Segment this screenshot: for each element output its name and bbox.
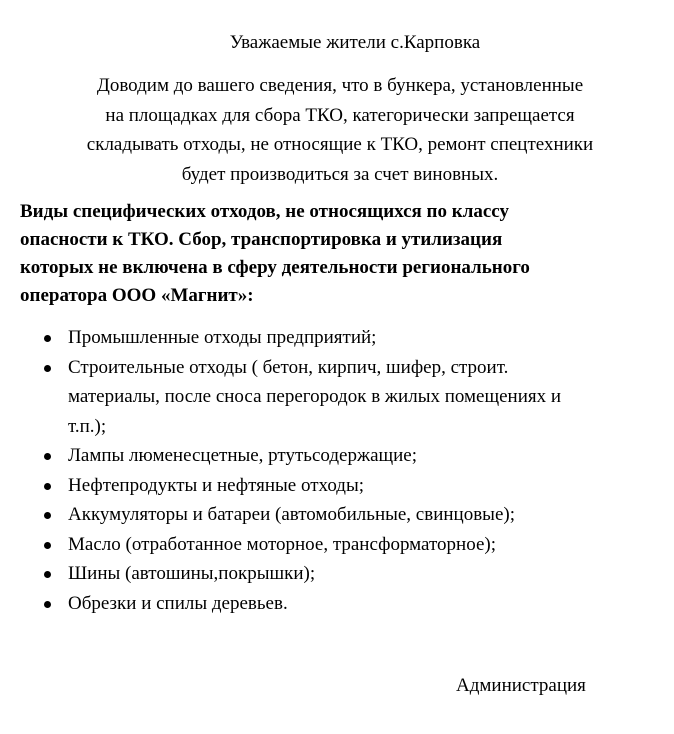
list-item [0,323,674,353]
bullet-icon [44,512,51,519]
list-item-text: материалы, после сноса перегородок в жилых помещениях и [68,386,562,407]
heading-line: оператора ООО «Магнит»: [20,285,254,306]
heading-line: Виды специфических отходов, не относящихся по классу [20,201,509,222]
bullet-icon [44,571,51,578]
intro-line: складывать отходы, не относящие к ТКО, ремонт спецтехники [86,134,594,155]
bullet-icon [44,601,51,608]
heading-line: опасности к ТКО. Сбор, транспортировка и утилизация [20,229,503,250]
list-item-text: Масло (отработанное моторное, трансформаторное); [68,533,496,555]
list-item-text: т.п.); [68,415,107,437]
bullet-icon [44,453,51,460]
bullet-icon [44,483,51,490]
list-item [0,559,674,589]
bullet-icon [44,542,51,549]
bullet-icon [44,335,51,342]
list-item [0,441,674,471]
list-item [0,589,674,619]
list-item-text: Нефтепродукты и нефтяные отходы; [68,474,364,496]
intro-paragraph [30,71,650,189]
list-item-text: Обрезки и спилы деревьев. [68,592,288,614]
waste-types-heading [20,198,660,310]
bullet-icon [44,365,51,372]
list-item [0,353,674,442]
list-item-text: Лампы люменесцетные, ртутьсодержащие; [68,445,418,466]
list-item-text: Шины (автошины,покрышки); [68,563,316,584]
list-item-text: Промышленные отходы предприятий; [68,327,377,348]
signature: Администрация [456,675,586,696]
waste-types-list [0,323,674,618]
intro-line: будет производиться за счет виновных. [181,163,499,185]
greeting-title: Уважаемые жители с.Карповка [229,32,481,53]
list-item [0,500,674,530]
list-item [0,471,674,501]
list-item-text: Строительные отходы ( бетон, кирпич, шифер, строит. [68,356,509,378]
intro-line: на площадках для сбора ТКО, категорически запрещается [105,104,575,126]
list-item-text: Аккумуляторы и батареи (автомобильные, свинцовые); [68,504,515,525]
heading-line: которых не включена в сферу деятельности регионального [20,257,530,278]
list-item [0,530,674,560]
intro-line: Доводим до вашего сведения, что в бункера, установленные [96,75,584,96]
